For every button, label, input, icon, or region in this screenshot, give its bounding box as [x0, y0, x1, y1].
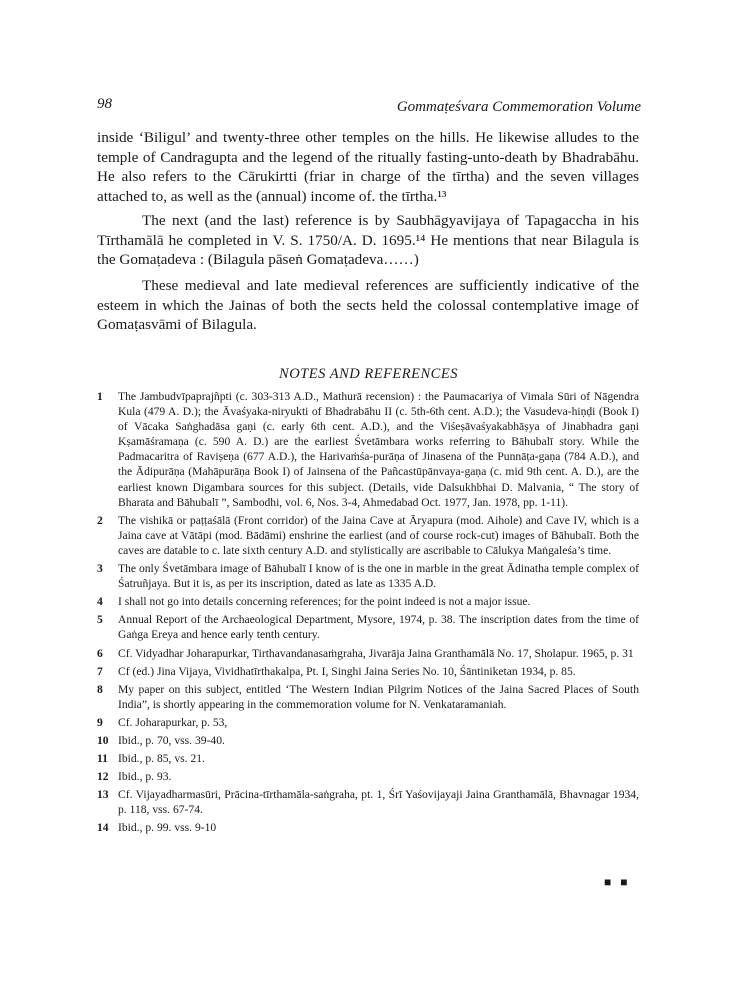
notes-list — [97, 389, 639, 839]
note-text: Cf (ed.) Jina Vijaya, Vividhatīrthakalpa, Pt. I, Singhi Jaina Series No. 10, Śāntiniketan 1934, p. 85. — [118, 664, 576, 678]
note-text: Ibid., p. 70, vss. 39-40. — [118, 733, 225, 747]
body-paragraph-1: inside ‘Biligul’ and twenty-three other temples on the hills. He likewise alludes to the temple of Candragupta and the legend of the ritually fasting-unto-death by Bhadrabāhu. He also refers to the Cārukirtti (friar in charge of the tīrtha) and the seven villages attached to, as well as the (annual) income of. the tīrtha.¹³ — [97, 129, 639, 205]
note-item — [97, 561, 639, 591]
note-number: 12 — [97, 770, 109, 784]
note-item — [97, 646, 639, 661]
note-number: 9 — [97, 715, 103, 729]
note-number: 8 — [97, 682, 103, 696]
note-text: Cf. Joharapurkar, p. 53, — [118, 715, 228, 729]
note-item — [97, 715, 639, 730]
note-number: 4 — [97, 595, 103, 609]
note-number: 10 — [97, 733, 109, 747]
note-text: Cf. Vidyadhar Joharapurkar, Tirthavandanasaṁgraha, Jivarāja Jaina Granthamālā No. 17, Sholapur. 1965, p. 31 — [118, 646, 634, 660]
note-number: 11 — [97, 752, 108, 766]
note-item — [97, 751, 639, 766]
note-text: The only Śvetāmbara image of Bāhubalī I know of is the one in marble in the great Ādinatha temple complex of Śatruñjaya. But it is, as per its inscription, dated as late as 1335 A.D. — [118, 562, 639, 591]
corner-mark: ■ ■ — [604, 875, 631, 889]
note-text: Ibid., p. 93. — [118, 770, 172, 784]
note-number: 13 — [97, 788, 109, 802]
note-number: 5 — [97, 613, 103, 627]
note-item — [97, 769, 639, 784]
note-text: Ibid., p. 99. vss. 9-10 — [118, 821, 217, 835]
note-number: 7 — [97, 664, 103, 678]
notes-heading: NOTES AND REFERENCES — [279, 366, 458, 382]
note-item — [97, 513, 639, 558]
note-text: Ibid., p. 85, vs. 21. — [118, 752, 205, 766]
note-text: My paper on this subject, entitled ‘The Western Indian Pilgrim Notices of the Jaina Sacred Places of South India”, is shortly appearing in the commemoration volume for N. Venkataramaniah. — [118, 682, 639, 711]
note-number: 3 — [97, 562, 103, 576]
note-number: 2 — [97, 513, 103, 527]
note-item — [97, 389, 639, 510]
note-item — [97, 820, 639, 835]
running-title: Gommaṭeśvara Commemoration Volume — [396, 99, 641, 115]
note-item — [97, 594, 639, 609]
body-paragraph-3: These medieval and late medieval references are sufficiently indicative of the esteem in which the Jainas of both the sects held the colossal contemplative image of Gomaṭasvāmi of Bilagula. — [97, 277, 639, 333]
note-number: 6 — [97, 646, 103, 660]
note-text: Annual Report of the Archaeological Department, Mysore, 1974, p. 38. The inscription dates from the time of Gaṅga Ereya and hence early tenth century. — [118, 613, 639, 642]
note-text: I shall not go into details concerning references; for the point indeed is not a major issue. — [118, 595, 531, 609]
note-item — [97, 612, 639, 642]
note-text: The Jambudvīpaprajñpti (c. 303-313 A.D., Mathurā recension) : the Paumacariya of Vimala Sūri of Nāgendra Kula (479 A. D.); the Āvaśyaka-niryukti of Bhadrabāhu II (c. 5th-6th cent. A.D.); the Vasudeva-hiṇḍi (Book I) of Vācaka Saṅghadāsa gaṇi (c. early 6th cent. A.D.), and the Viśeṣāvaśyakabhāṣya of Jinabhadra gaṇi Kṣamāśramaṇa (c. 590 A. D.) are the earliest Śvetāmbara works referring to Bāhubalī story. While the Padmacaritra of Raviṣeṇa (677 A.D.), the Harivaṁśa-purāṇa of Jinasena of the Punnāṭa-gaṇa (784 A.D.), and the Ādipurāṇa (Mahāpurāṇa Book I) of Jainsena of the Pañcastūpānvaya-gaṇa (c. mid 9th cent. A. D.), are the earliest known Digambara sources for this subject. (Details, vide Dalsukhbhai D. Malvania, “ The story of Bharata and Bāhubalī ”, Sambodhi, vol. 6, Nos. 3-4, Ahmedabad Oct. 1977, Jan. 1978, pp. 1-11). — [118, 390, 639, 509]
page-number: 98 — [97, 96, 112, 112]
note-item — [97, 664, 639, 679]
note-text: Cf. Vijayadharmasūri, Prācina-tīrthamāla-saṅgraha, pt. 1, Śrī Yaśovijayaji Jaina Granthamālā, Bhavnagar 1934, p. 118, vss. 67-74. — [118, 788, 639, 817]
note-text: The vishikā or paṭṭaśālā (Front corridor) of the Jaina Cave at Āryapura (mod. Aihole) and Cave IV, which is a Jaina cave at Vātāpi (mod. Bādāmi) enshrine the earliest (and of course rock-cut) images of Bāhubalī. Both the caves are datable to c. late sixth century A.D. and stylistically are ascribable to Cālukya Maṅgaleśa’s time. — [118, 513, 639, 557]
note-number: 14 — [97, 821, 109, 835]
note-item — [97, 733, 639, 748]
note-item — [97, 787, 639, 817]
body-paragraph-2: The next (and the last) reference is by Saubhāgyavijaya of Tapagaccha in his Tīrthamālā he completed in V. S. 1750/A. D. 1695.¹⁴ He mentions that near Bilagula is the Gomaṭadeva : (Bilagula pāseṅ Gomaṭadeva……) — [97, 212, 639, 268]
note-number: 1 — [97, 390, 103, 403]
note-item — [97, 682, 639, 712]
